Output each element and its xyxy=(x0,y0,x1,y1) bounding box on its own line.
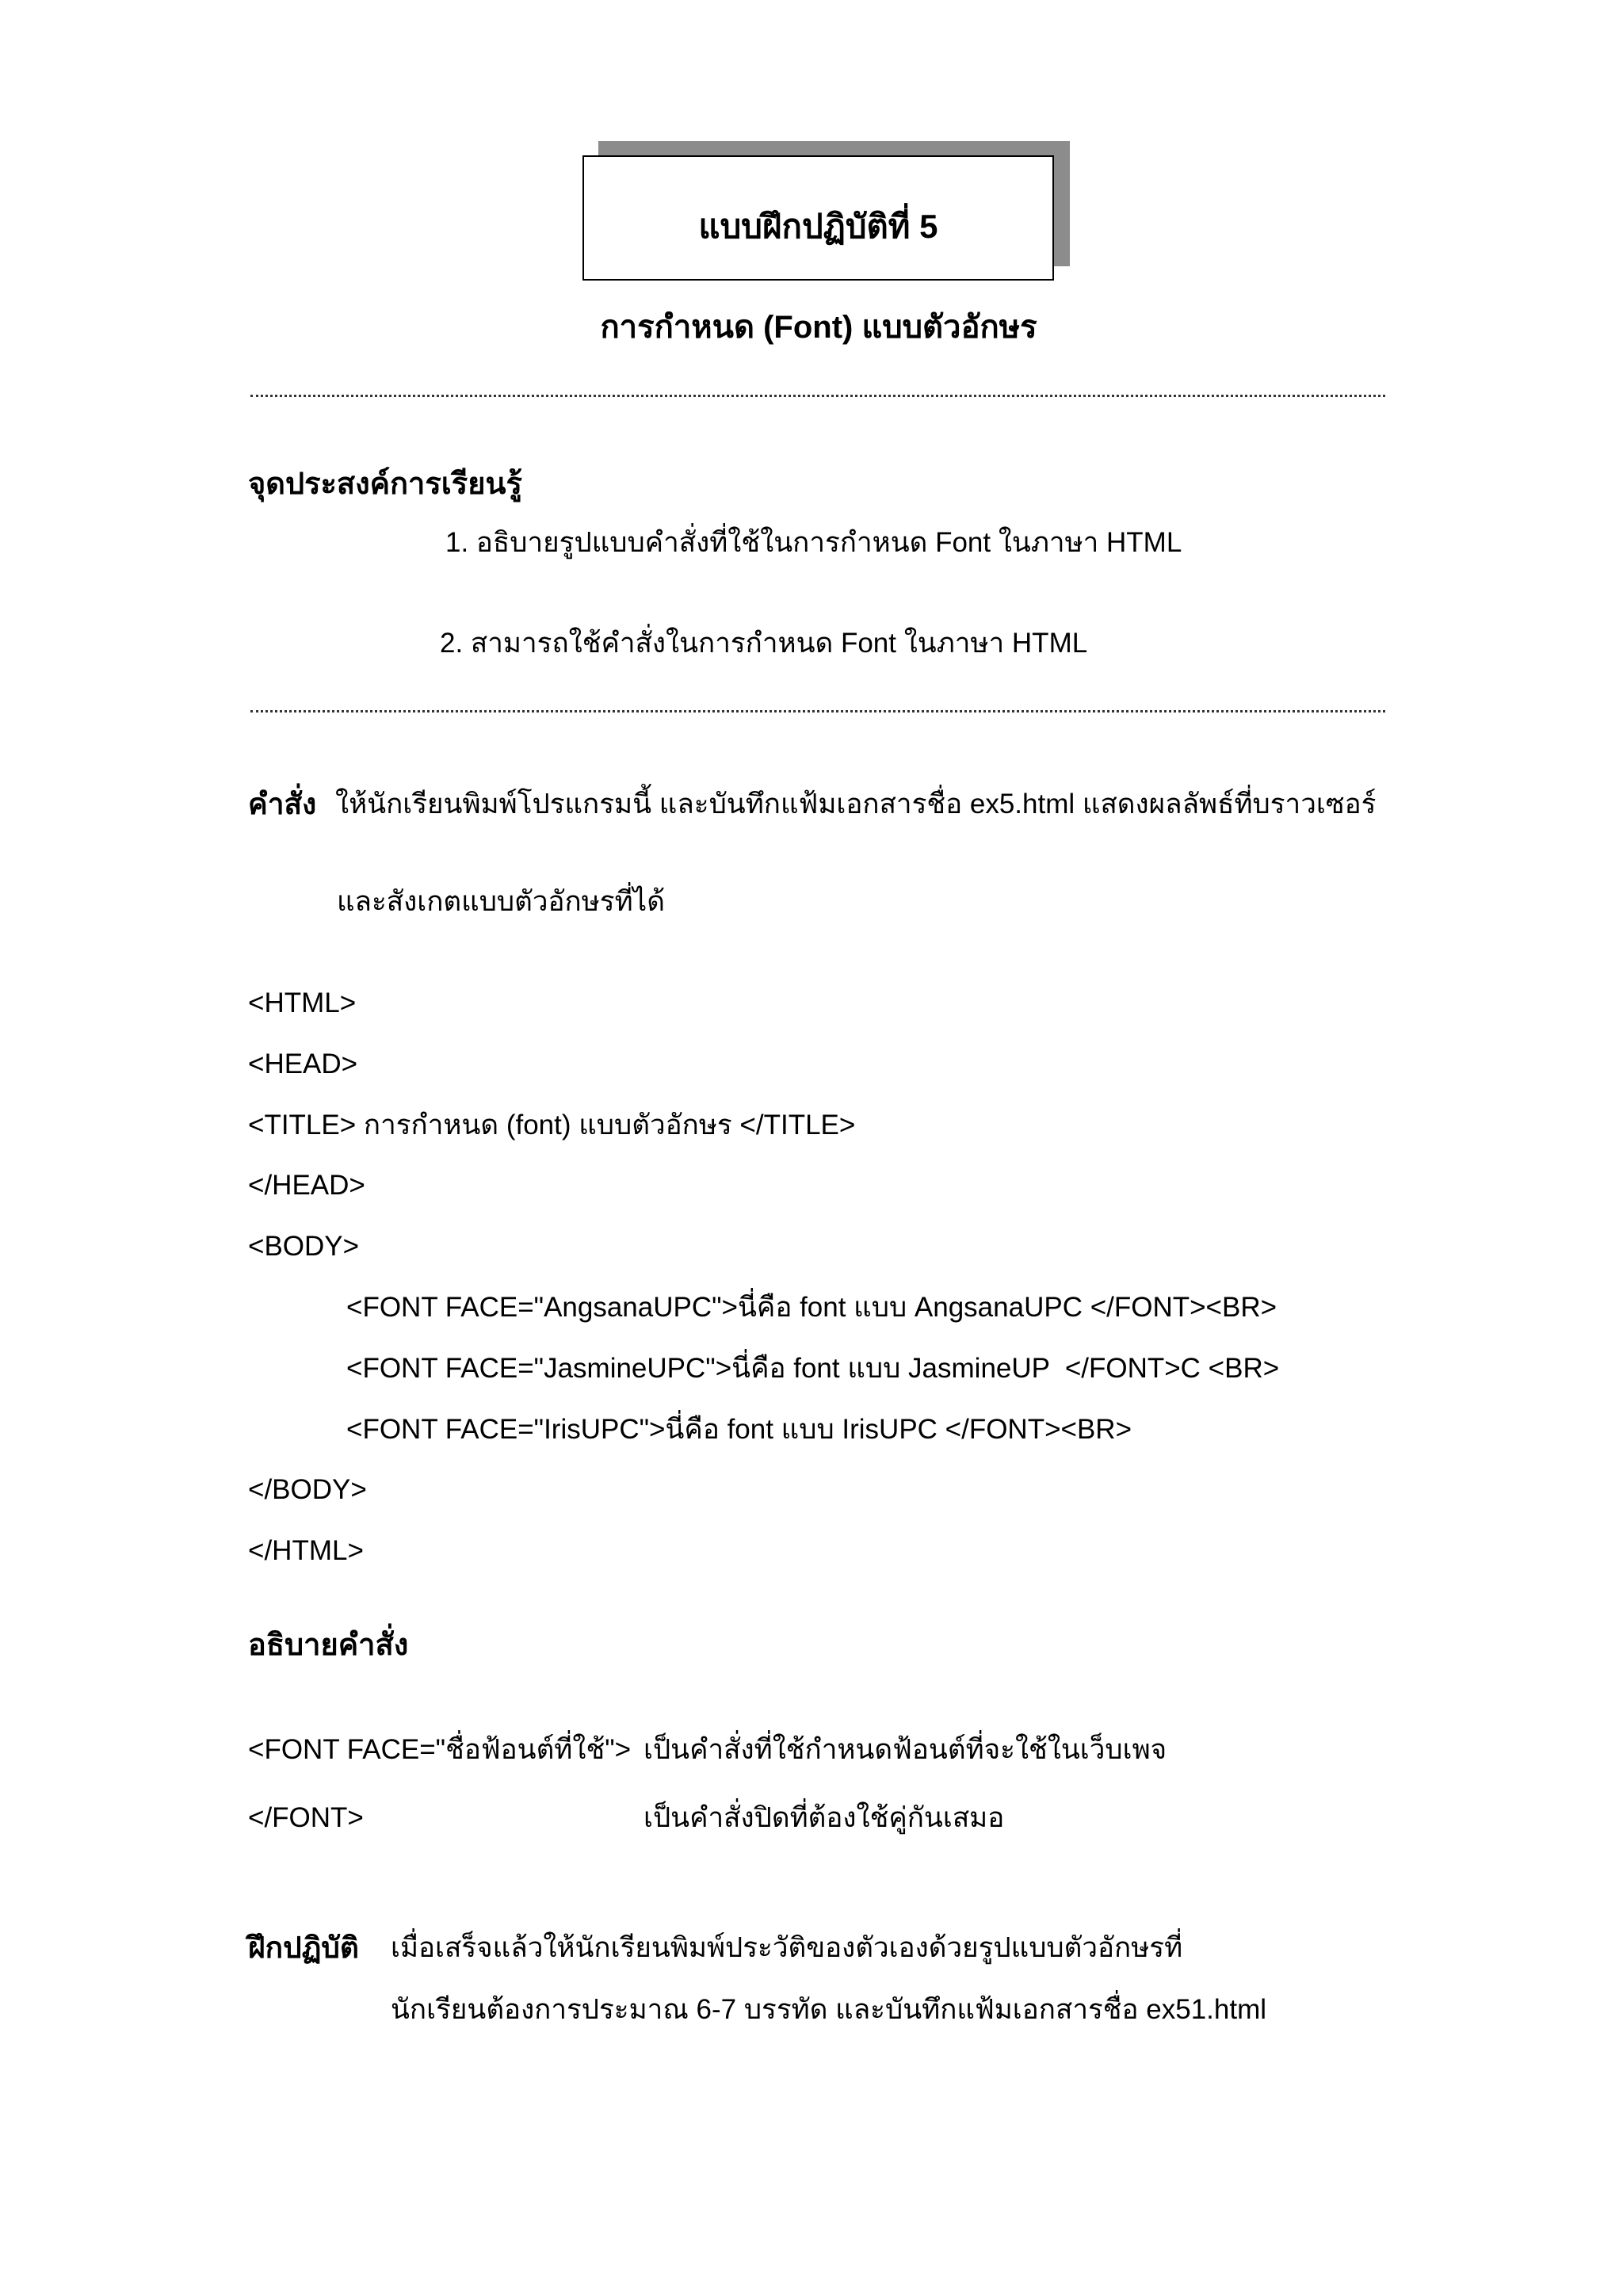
instruction-row xyxy=(248,784,1397,825)
dotted-divider-bottom xyxy=(250,710,1385,712)
code-line: <FONT FACE="IrisUPC">นี่คือ font แบบ IrisUPC </FONT><BR> xyxy=(346,1413,1132,1445)
instruction-text: ให้นักเรียนพิมพ์โปรแกรมนี้ และบันทึกแฟ้มเอกสารชื่อ ex5.html แสดงผลลัพธ์ที่บราวเซอร์ xyxy=(335,789,1377,819)
page-subtitle: การกำหนด (Font) แบบตัวอักษร xyxy=(600,310,1037,345)
code-line: <BODY> xyxy=(248,1231,360,1263)
code-line: <HTML> xyxy=(248,988,357,1018)
code-line: </HEAD> xyxy=(248,1170,365,1201)
exercise-label: ฝึกปฏิบัติ xyxy=(248,1931,359,1964)
code-line: <FONT FACE="AngsanaUPC">นี่คือ font แบบ AngsanaUPC </FONT><BR> xyxy=(346,1291,1277,1323)
exercise-line: เมื่อเสร็จแล้วให้นักเรียนพิมพ์ประวัติของตัวเองด้วยรูปแบบตัวอักษรที่ xyxy=(391,1932,1183,1963)
code-line: </HTML> xyxy=(248,1535,364,1567)
explanation-row xyxy=(248,1716,1397,1784)
instruction-label: คำสั่ง xyxy=(248,788,317,820)
code-line: <TITLE> การกำหนด (font) แบบตัวอักษร </TITLE> xyxy=(248,1109,856,1140)
dotted-divider-top xyxy=(250,395,1385,397)
explanation-desc: เป็นคำสั่งที่ใช้กำหนดฟ้อนต์ที่จะใช้ในเว็บเพจ xyxy=(643,1734,1167,1765)
explanation-tag: </FONT> xyxy=(248,1802,364,1833)
explanation-row xyxy=(248,1784,1397,1852)
objective-item: 1. อธิบายรูปแบบคำสั่งที่ใช้ในการกำหนด Font ในภาษา HTML xyxy=(445,527,1182,558)
objective-item: 2. สามารถใช้คำสั่งในการกำหนด Font ในภาษา HTML xyxy=(440,628,1088,659)
instruction-continuation: และสังเกตแบบตัวอักษรที่ได้ xyxy=(337,886,666,917)
page-title: แบบฝึกปฏิบัติที่ 5 xyxy=(698,208,938,245)
code-listing xyxy=(248,973,1516,1582)
exercise-block xyxy=(248,1917,1397,2041)
title-box xyxy=(582,155,1054,281)
code-line: <HEAD> xyxy=(248,1048,358,1079)
explanation-desc: เป็นคำสั่งปิดที่ต้องใช้คู่กันเสมอ xyxy=(643,1802,1005,1833)
objectives-heading: จุดประสงค์การเรียนรู้ xyxy=(248,468,522,501)
explanation-table xyxy=(248,1716,1397,1852)
explanation-tag: <FONT FACE="ชื่อฟ้อนต์ที่ใช้"> xyxy=(248,1734,632,1765)
explanation-heading: อธิบายคำสั่ง xyxy=(248,1629,409,1662)
code-line: </BODY> xyxy=(248,1474,367,1506)
exercise-line: นักเรียนต้องการประมาณ 6-7 บรรทัด และบันทึกแฟ้มเอกสารชื่อ ex51.html xyxy=(391,1994,1267,2025)
code-line: <FONT FACE="JasmineUPC">นี่คือ font แบบ JasmineUP </FONT>C <BR> xyxy=(346,1352,1280,1384)
exercise-text xyxy=(391,1917,1397,2041)
